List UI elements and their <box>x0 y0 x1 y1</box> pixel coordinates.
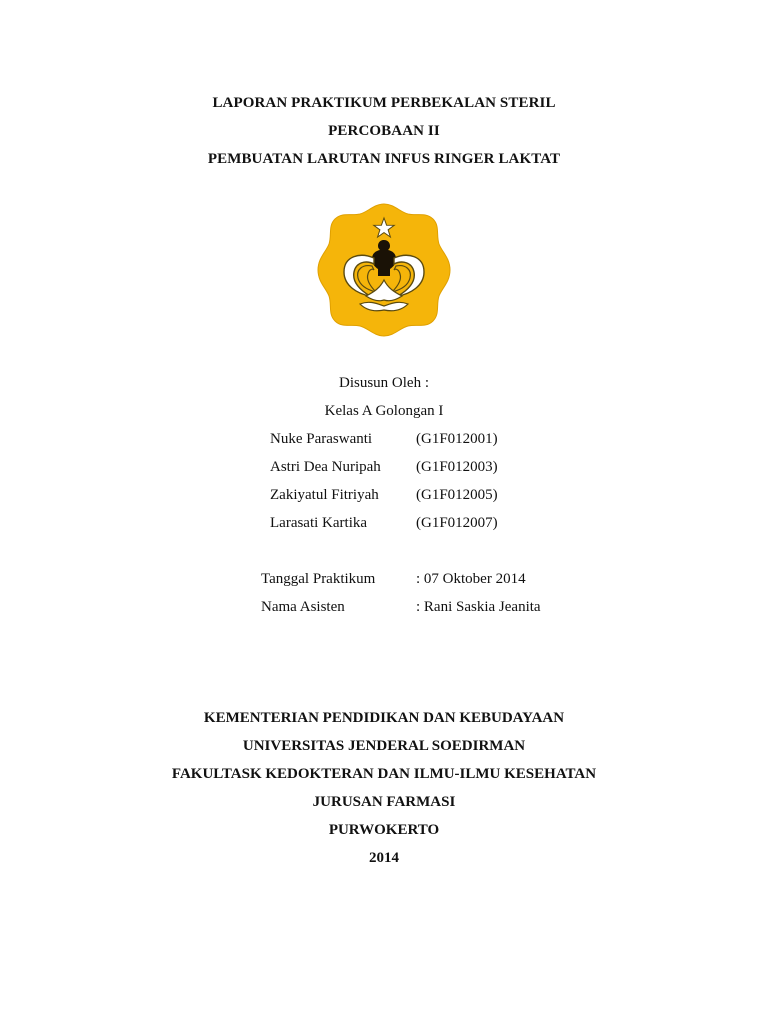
member-name: Zakiyatul Fitriyah <box>270 487 379 503</box>
member-name: Larasati Kartika <box>270 515 368 531</box>
experiment-number: PERCOBAAN II <box>328 123 440 139</box>
faculty-name: FAKULTASK KEDOKTERAN DAN ILMU-ILMU KESEHATAN <box>171 766 597 782</box>
assistant-value: : Rani Saskia Jeanita <box>416 599 541 615</box>
experiment-title: PEMBUATAN LARUTAN INFUS RINGER LAKTAT <box>207 151 561 167</box>
member-id: (G1F012007) <box>416 515 498 531</box>
report-title: LAPORAN PRAKTIKUM PERBEKALAN STERIL <box>212 95 556 111</box>
member-id: (G1F012005) <box>416 487 498 503</box>
year: 2014 <box>369 850 399 866</box>
member-name: Astri Dea Nuripah <box>270 459 381 475</box>
university-name: UNIVERSITAS JENDERAL SOEDIRMAN <box>242 738 526 754</box>
assistant-label: Nama Asisten <box>261 599 345 615</box>
member-id: (G1F012003) <box>416 459 498 475</box>
compiled-by-heading: Disusun Oleh : <box>339 375 429 391</box>
date-label: Tanggal Praktikum <box>261 571 376 587</box>
university-seal-icon <box>314 200 454 340</box>
member-name: Nuke Paraswanti <box>270 431 373 447</box>
department-name: JURUSAN FARMASI <box>312 794 456 810</box>
ministry-name: KEMENTERIAN PENDIDIKAN DAN KEBUDAYAAN <box>203 710 565 726</box>
member-id: (G1F012001) <box>416 431 498 447</box>
class-group: Kelas A Golongan I <box>324 403 444 419</box>
city-name: PURWOKERTO <box>328 822 440 838</box>
date-value: : 07 Oktober 2014 <box>416 571 526 587</box>
